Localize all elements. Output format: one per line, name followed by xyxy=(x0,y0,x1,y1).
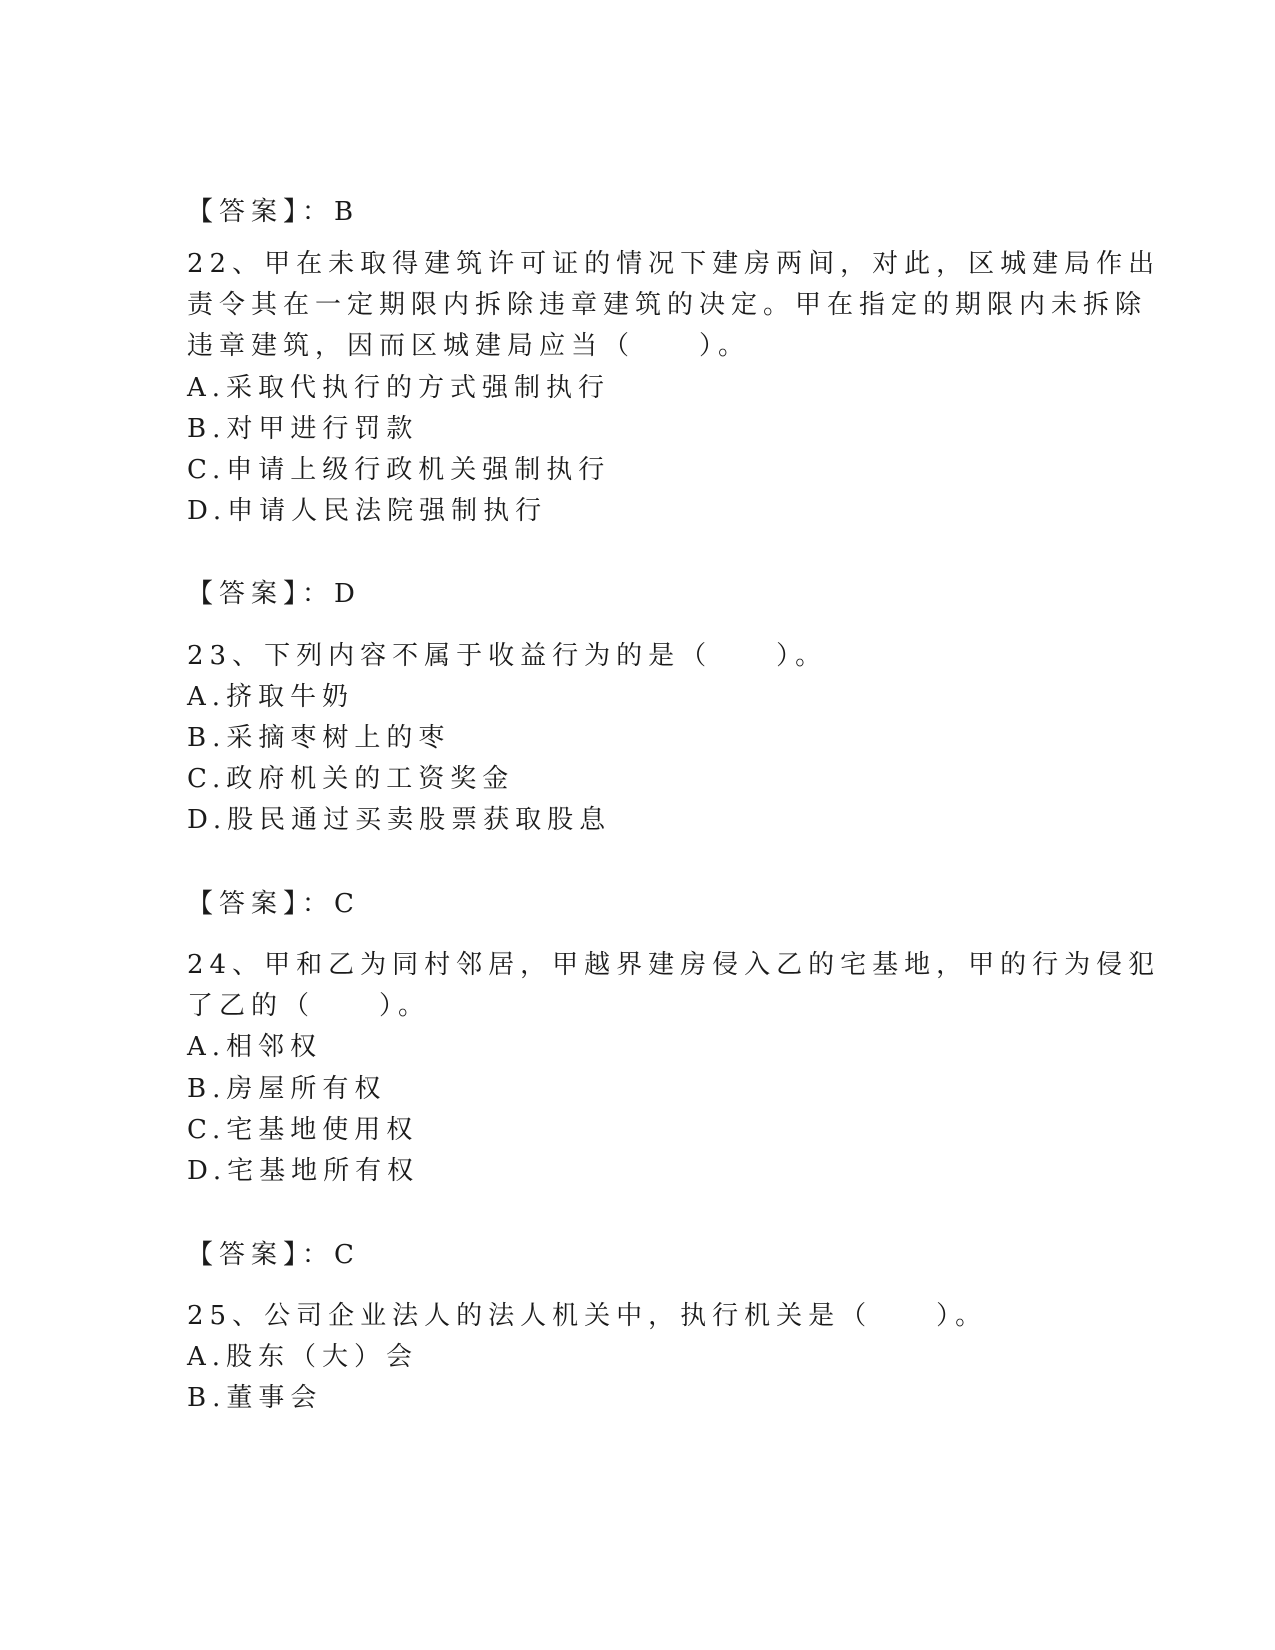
q22-option-a: A.采取代执行的方式强制执行 xyxy=(187,373,611,403)
q22-option-b: B.对甲进行罚款 xyxy=(187,414,419,444)
q23-stem-line-1: 23、下列内容不属于收益行为的是（ ）。 xyxy=(187,641,828,671)
q24-option-c: C.宅基地使用权 xyxy=(187,1115,419,1145)
answer-q24: 【答案】：C xyxy=(187,1240,360,1270)
q22-stem-line-3: 违章建筑，因而区城建局应当（ ）。 xyxy=(187,331,751,361)
q24-stem-line-2: 了乙的（ ）。 xyxy=(187,991,431,1021)
q24-stem-line-1: 24、甲和乙为同村邻居，甲越界建房侵入乙的宅基地，甲的行为侵犯 xyxy=(187,950,1161,980)
q25-stem-line-1: 25、公司企业法人的法人机关中，执行机关是（ ）。 xyxy=(187,1301,988,1331)
q23-option-b: B.采摘枣树上的枣 xyxy=(187,723,451,753)
q23-option-a: A.挤取牛奶 xyxy=(187,682,355,712)
q25-option-a: A.股东（大）会 xyxy=(187,1342,419,1372)
q25-option-b: B.董事会 xyxy=(187,1383,323,1413)
q22-stem-line-2: 责令其在一定期限内拆除违章建筑的决定。甲在指定的期限内未拆除 xyxy=(187,290,1148,320)
q24-option-b: B.房屋所有权 xyxy=(187,1074,387,1104)
q22-stem-line-1: 22、甲在未取得建筑许可证的情况下建房两间，对此，区城建局作出 xyxy=(187,249,1161,279)
q23-option-d: D.股民通过买卖股票获取股息 xyxy=(187,805,612,835)
q22-option-d: D.申请人民法院强制执行 xyxy=(187,496,548,526)
q24-option-d: D.宅基地所有权 xyxy=(187,1156,420,1186)
answer-q21: 【答案】：B xyxy=(187,197,360,227)
q24-option-a: A.相邻权 xyxy=(187,1032,323,1062)
answer-q22: 【答案】：D xyxy=(187,579,361,609)
answer-q23: 【答案】：C xyxy=(187,889,360,919)
q22-option-c: C.申请上级行政机关强制执行 xyxy=(187,455,611,485)
q23-option-c: C.政府机关的工资奖金 xyxy=(187,764,515,794)
